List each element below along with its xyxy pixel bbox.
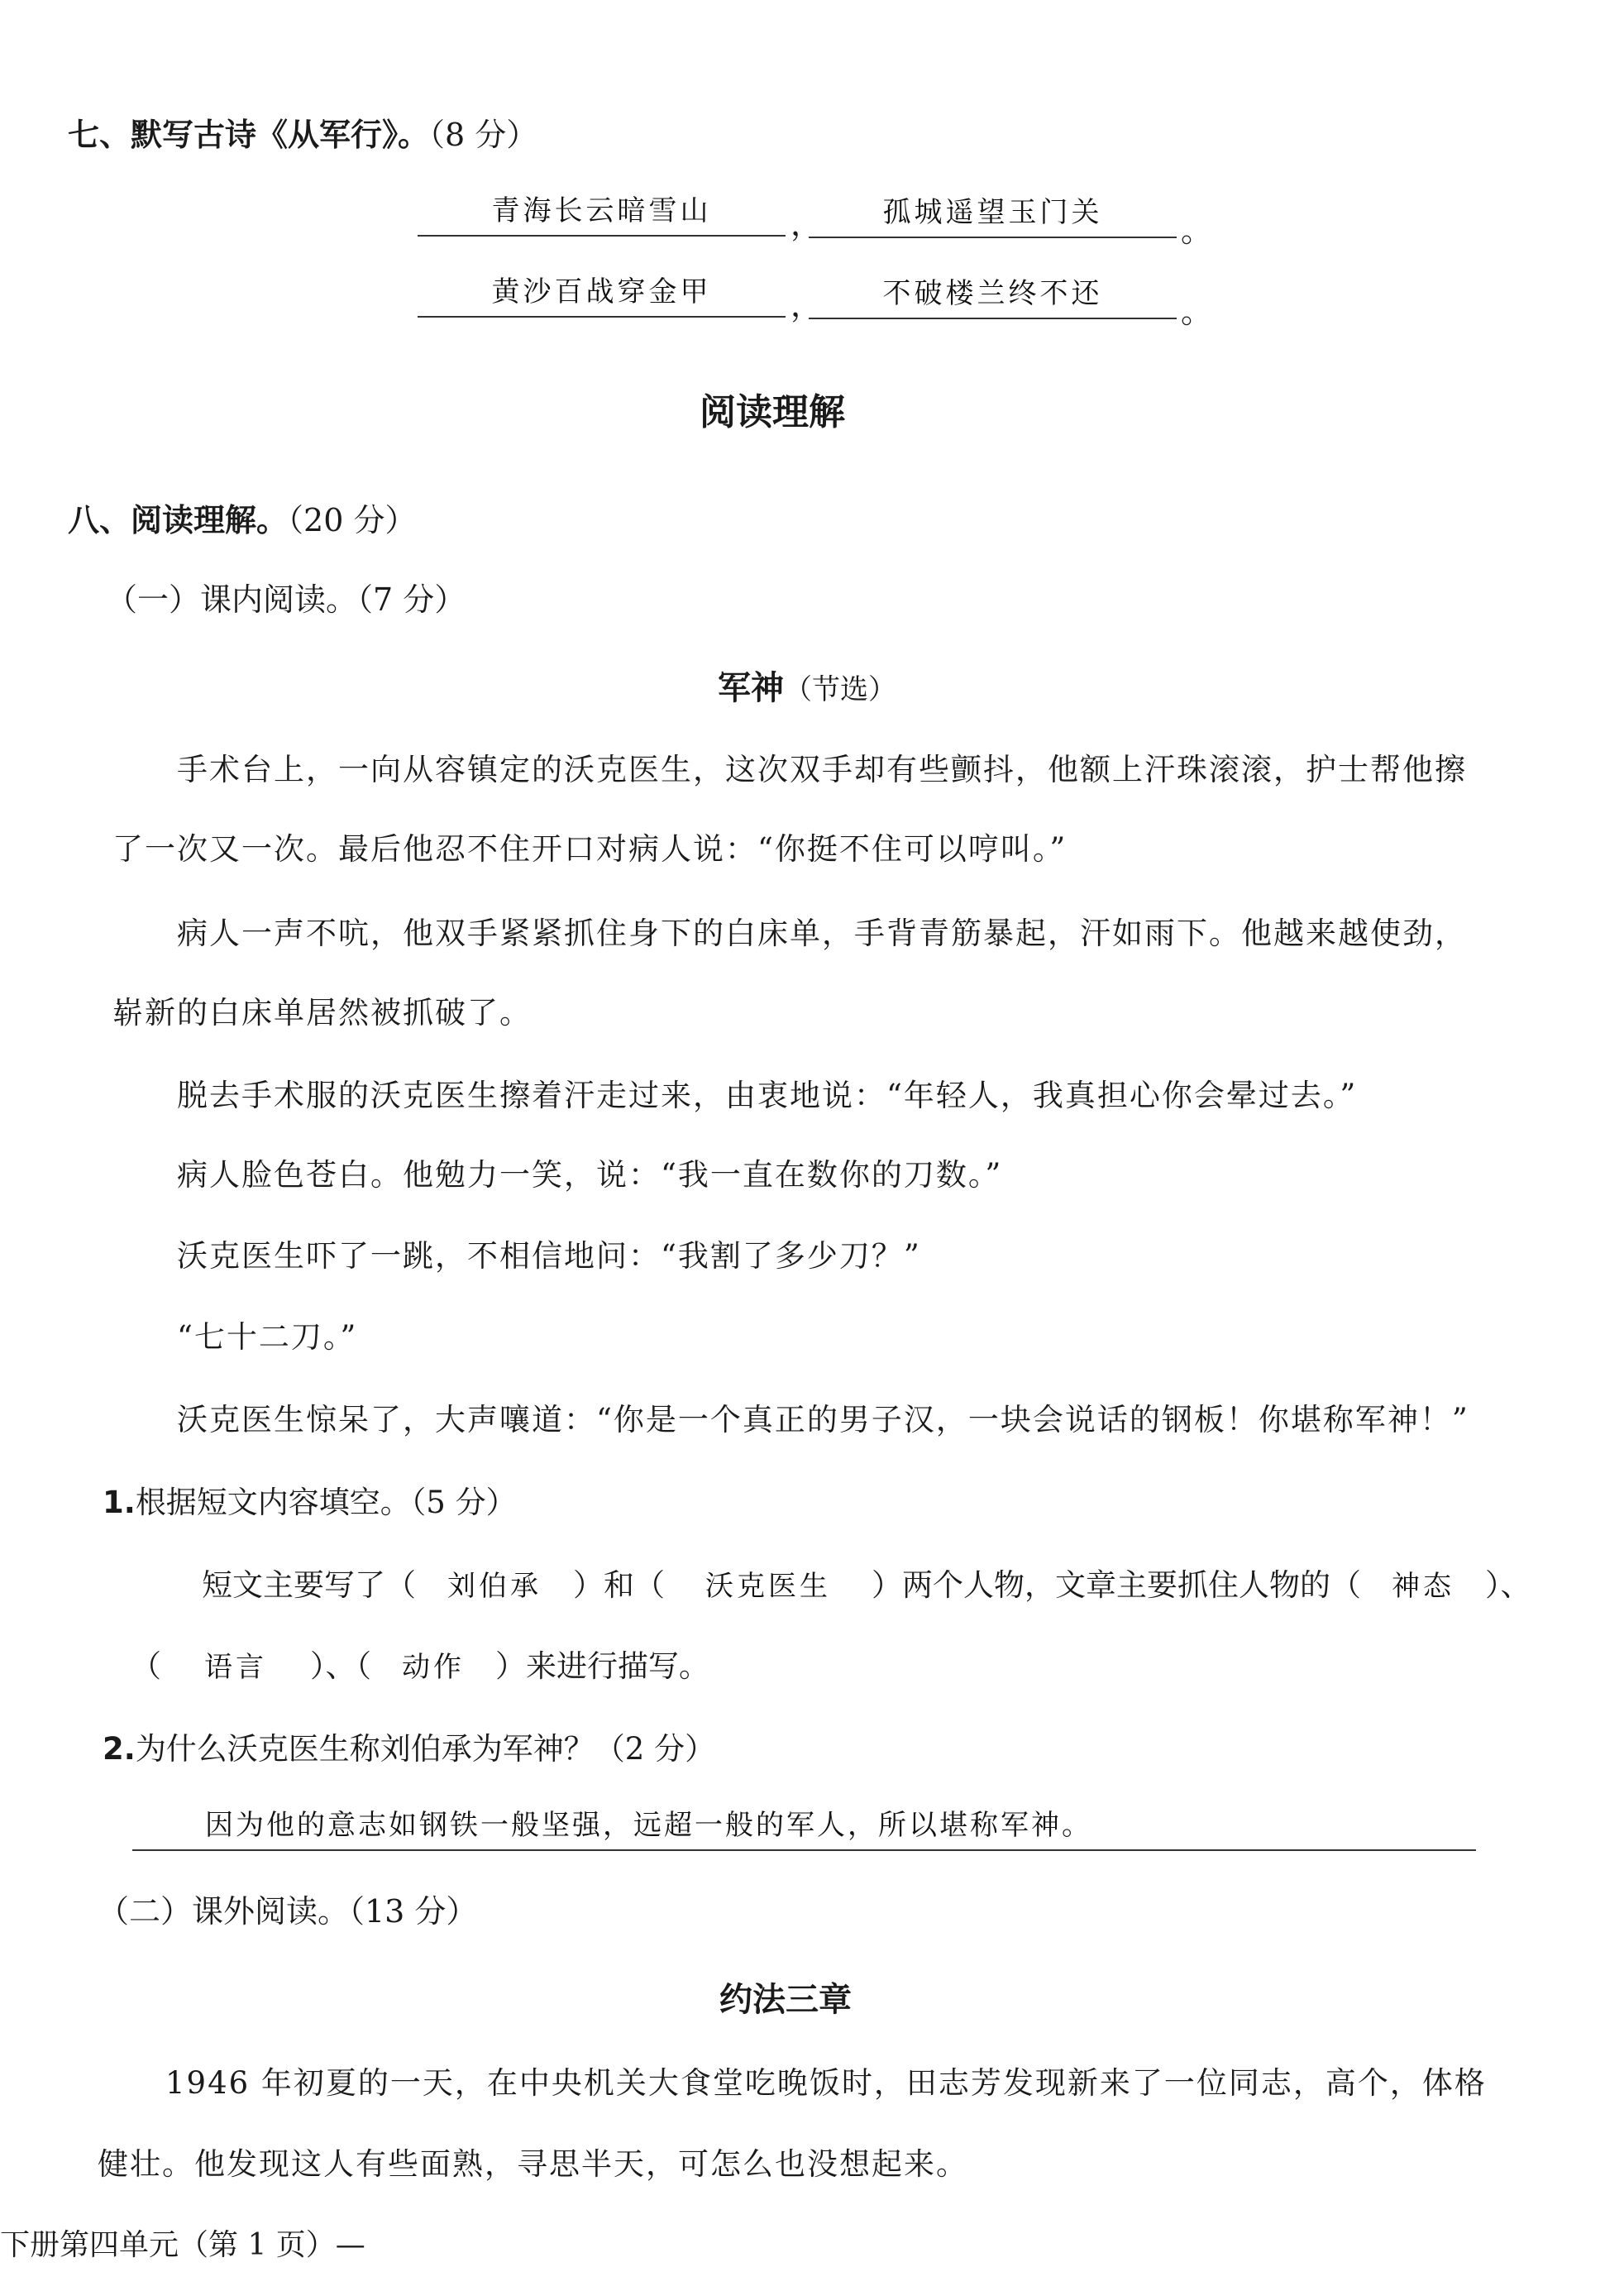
passage-2-title: 约法三章 <box>719 1981 852 2019</box>
poem-blank-1a: 青海长云暗雪山 <box>418 198 786 237</box>
comma: ， <box>791 206 823 242</box>
section-7-heading: 七、默写古诗《从军行》。（8 分） <box>68 117 538 153</box>
poem-blank-2b: 不破楼兰终不还 <box>809 281 1177 319</box>
section-8-heading: 八、阅读理解。（20 分） <box>68 502 417 538</box>
answer-blank: 语言 <box>204 1651 267 1684</box>
question-1-fill-line-1: 短文主要写了（ 刘伯承 ）和（ 沃克医生 ）两个人物，文章主要抓住人物的（ 神态 ）、 <box>202 1560 1531 1605</box>
passage-1-line: 了一次又一次。最后他忍不住开口对病人说：“你挺不住可以哼叫。” <box>112 831 1068 867</box>
reading-title: 阅读理解 <box>700 391 845 433</box>
passage-2-line: 1946 年初夏的一天，在中央机关大食堂吃晚饭时，田志芳发现新来了一位同志，高个，体格 <box>165 2065 1487 2101</box>
answer-blank: 动作 <box>402 1651 465 1684</box>
answer-line: 因为他的意志如钢铁一般坚强，远超一般的军人，所以堪称军神。 <box>132 1806 1476 1851</box>
passage-1-line: 病人脸色苍白。他勉力一笑，说：“我一直在数你的刀数。” <box>177 1157 1003 1193</box>
period: 。 <box>1181 213 1213 249</box>
question-2: 2.为什么沃克医生称刘伯承为军神？（2 分） <box>103 1731 716 1767</box>
poem-blank-1b: 孤城遥望玉门关 <box>809 200 1177 238</box>
page-footer: 下册第四单元（第 1 页）— <box>0 2228 365 2262</box>
question-1-fill-line-2: （ 语言 ）、（ 动作 ）来进行描写。 <box>131 1641 709 1686</box>
comma: ， <box>791 287 823 323</box>
passage-1-line: “七十二刀。” <box>177 1319 358 1355</box>
passage-1-line: 病人一声不吭，他双手紧紧抓住身下的白床单，手背青筋暴起，汗如雨下。他越来越使劲， <box>177 916 1467 951</box>
answer-blank: 刘伯承 <box>447 1570 542 1603</box>
passage-2-line: 健壮。他发现这人有些面熟，寻思半天，可怎么也没想起来。 <box>98 2146 968 2182</box>
passage-1-title: 军神（节选） <box>718 669 896 707</box>
period: 。 <box>1181 294 1213 330</box>
poem-blank-2a: 黄沙百战穿金甲 <box>418 280 786 318</box>
part-2-heading: （二）课外阅读。（13 分） <box>98 1893 478 1930</box>
passage-1-line: 脱去手术服的沃克医生擦着汗走过来，由衷地说：“年轻人，我真担心你会晕过去。” <box>177 1078 1358 1113</box>
passage-1-line: 手术台上，一向从容镇定的沃克医生，这次双手却有些颤抖，他额上汗珠滚滚，护士帮他擦 <box>177 752 1467 787</box>
answer-blank: 沃克医生 <box>705 1570 831 1603</box>
passage-1-line: 沃克医生吓了一跳，不相信地问：“我割了多少刀？” <box>177 1238 921 1274</box>
answer-blank: 神态 <box>1392 1570 1454 1603</box>
passage-1-line: 崭新的白床单居然被抓破了。 <box>112 995 532 1031</box>
passage-1-line: 沃克医生惊呆了，大声嚷道：“你是一个真正的男子汉，一块会说话的钢板！你堪称军神！” <box>177 1402 1469 1437</box>
part-1-heading: （一）课内阅读。（7 分） <box>106 581 466 618</box>
question-1: 1.根据短文内容填空。（5 分） <box>103 1485 517 1520</box>
